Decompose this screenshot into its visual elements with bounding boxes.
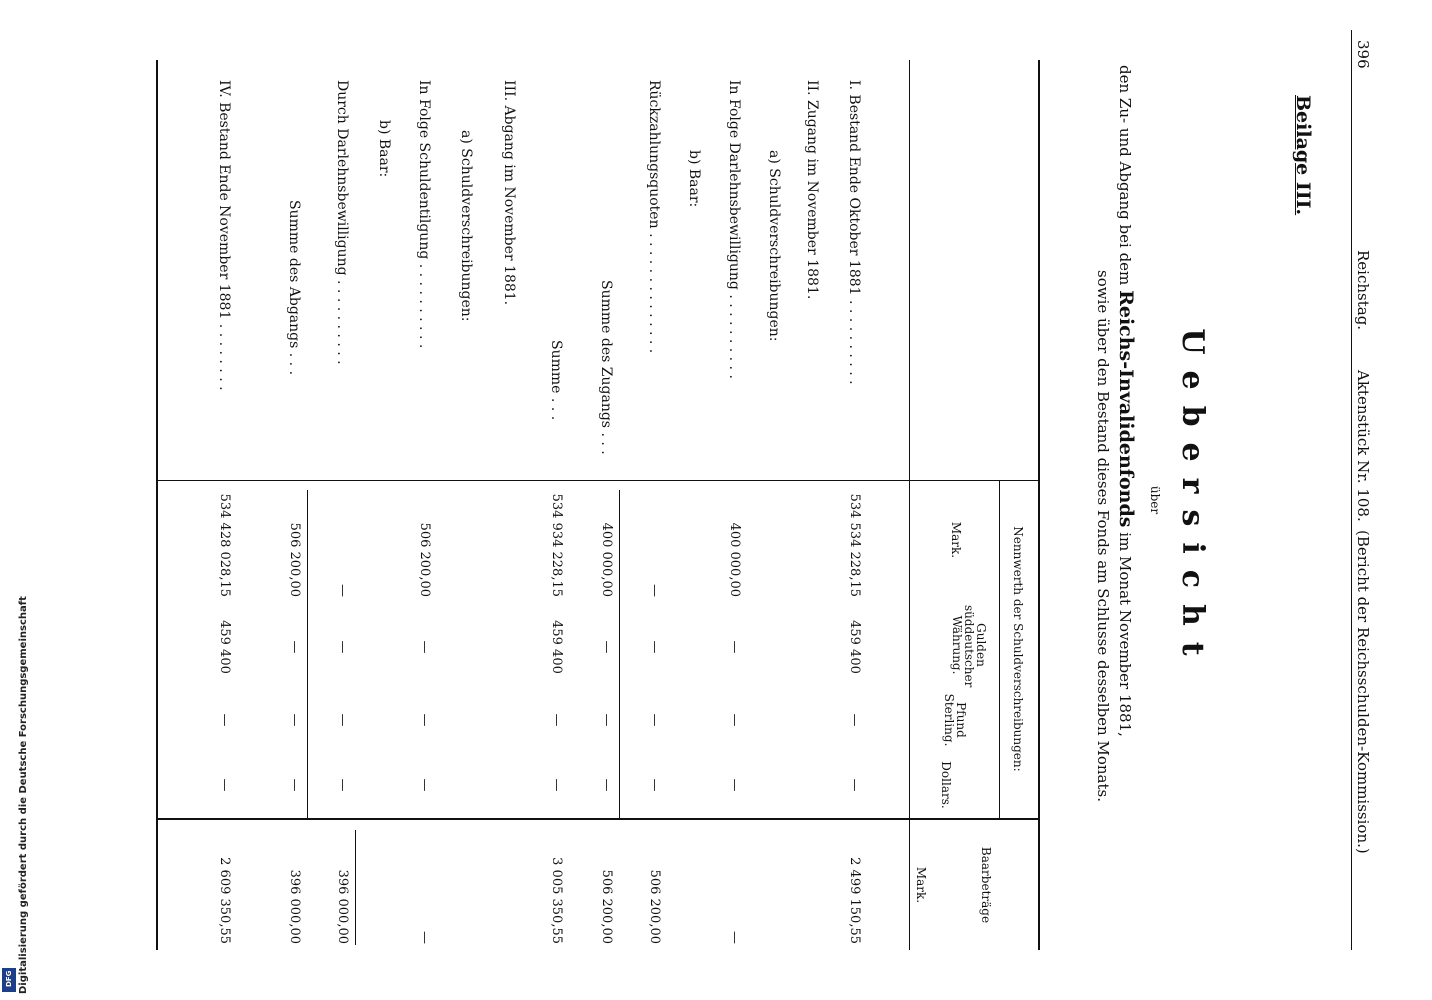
cell-baar: 396 000,00 [287,869,302,944]
cell-mark: 506 200,00 [287,522,302,597]
cell-dollars: — [599,778,614,792]
cell-pfund: — [287,713,302,727]
title-line-1-pre: den Zu- und Abgang bei dem [1116,65,1134,286]
cell-dollars: — [727,778,742,792]
header-right: (Bericht der Reichsschulden-Kommission.) [1354,530,1372,854]
fund-name: Reichs-Invalidenfonds [1115,290,1137,528]
baar-column-divider [158,818,1040,820]
column-header-pfund: Pfund Sterling. [942,693,968,747]
cell-baar: — [417,931,432,944]
beilage-label: Beilage III. [1292,95,1314,216]
row-label: a) Schuldverschreibungen: [766,150,782,342]
cell-dollars: — [217,778,232,792]
cell-pfund: — [335,713,350,727]
cell-dollars: — [549,778,564,792]
cell-baar: 506 200,00 [599,869,614,944]
page-title: Uebersicht [1175,328,1210,672]
header-rule [1351,30,1352,950]
cell-dollars: — [647,778,662,792]
row-label: b) Baar: [376,120,392,178]
cell-baar: 3 005 350,55 [549,857,564,944]
column-header-gulden: Gulden süddeutscher Währung. [950,605,988,688]
cell-baar: 2 609 350,55 [217,857,232,944]
row-label: IV. Bestand Ende November 1881 . . . . . . . . [216,80,232,391]
cell-dollars: — [847,778,862,792]
table-top-rule [1038,60,1040,950]
cell-baar: 506 200,00 [647,869,662,944]
row-label: In Folge Darlehnsbewilligung . . . . . . . . . . [726,80,742,379]
cell-gulden: — [417,640,432,654]
sum-rule [619,490,620,820]
cell-mark: 534 934 228,15 [549,493,564,597]
group-header-rule [999,480,1000,818]
sum-rule [307,490,308,820]
cell-mark: 400 000,00 [599,522,614,597]
row-label: a) Schuldverschreibungen: [458,130,474,322]
column-header-baar: Baarbeträge [979,846,993,924]
cell-baar: 2 499 150,55 [847,857,862,944]
cell-dollars: — [287,778,302,792]
row-label: In Folge Schuldentilgung . . . . . . . . . . [416,80,432,349]
dfg-credit-text: Digitalisierung gefördert durch die Deutsche Forschungsgemeinschaft [18,596,29,994]
cell-pfund: — [217,713,232,727]
cell-pfund: — [549,713,564,727]
header-row-rule [909,60,910,950]
row-label: Durch Darlehnsbewilligung . . . . . . . . . . [334,80,350,365]
cell-gulden: — [335,640,350,654]
dfg-logo: DFG [2,968,16,992]
cell-mark: 506 200,00 [417,522,432,597]
cell-mark: — [335,584,350,597]
column-header-dollars: Dollars. [939,761,953,809]
cell-gulden: — [287,640,302,654]
cell-gulden: — [599,640,614,654]
row-label: Rückzahlungsquoten . . . . . . . . . . . . . . [646,80,662,354]
header-center: Aktenstück Nr. 108. [1354,370,1372,522]
title-ueber: über [1148,485,1162,515]
title-line-2: sowie über den Bestand dieses Fonds am Schlusse desselben Monats. [1094,270,1112,802]
row-label: Summe des Zugangs . . . [598,280,614,455]
cell-mark: 400 000,00 [727,522,742,597]
row-label: Summe . . . [548,340,564,421]
cell-pfund: — [599,713,614,727]
cell-gulden: — [727,640,742,654]
cell-dollars: — [335,778,350,792]
cell-baar: — [727,931,742,944]
title-line-1-post: im Monat November 1881, [1116,532,1134,737]
label-column-divider [158,480,1040,481]
row-label: III. Abgang im November 1881. [501,80,517,306]
cell-mark: 534 428 028,15 [217,493,232,597]
column-header-mark: Mark. [949,521,963,559]
cell-pfund: — [647,713,662,727]
cell-mark: 534 534 228,15 [847,493,862,597]
page-number: 396 [1354,40,1372,69]
header-left: Reichstag. [1354,250,1372,331]
row-label: Summe des Abgangs . . . [286,200,302,376]
row-label: I. Bestand Ende Oktober 1881 . . . . . . . . . . [846,80,862,385]
cell-gulden: 459 400 [217,620,232,674]
cell-gulden: 459 400 [549,620,564,674]
row-label: b) Baar: [686,150,702,208]
title-line-1 [1115,65,1137,737]
table-bottom-rule [156,60,158,950]
column-header-baar-unit: Mark. [914,866,928,904]
cell-baar: 396 000,00 [335,869,350,944]
cell-mark: — [647,584,662,597]
cell-pfund: — [417,713,432,727]
cell-pfund: — [847,713,862,727]
cell-gulden: 459 400 [847,620,862,674]
row-label: II. Zugang im November 1881. [804,80,820,300]
cell-gulden: — [647,640,662,654]
cell-dollars: — [417,778,432,792]
cell-pfund: — [727,713,742,727]
sum-rule [355,830,356,945]
column-group-header: Nennwerth der Schuldverschreibungen: [1011,526,1025,772]
